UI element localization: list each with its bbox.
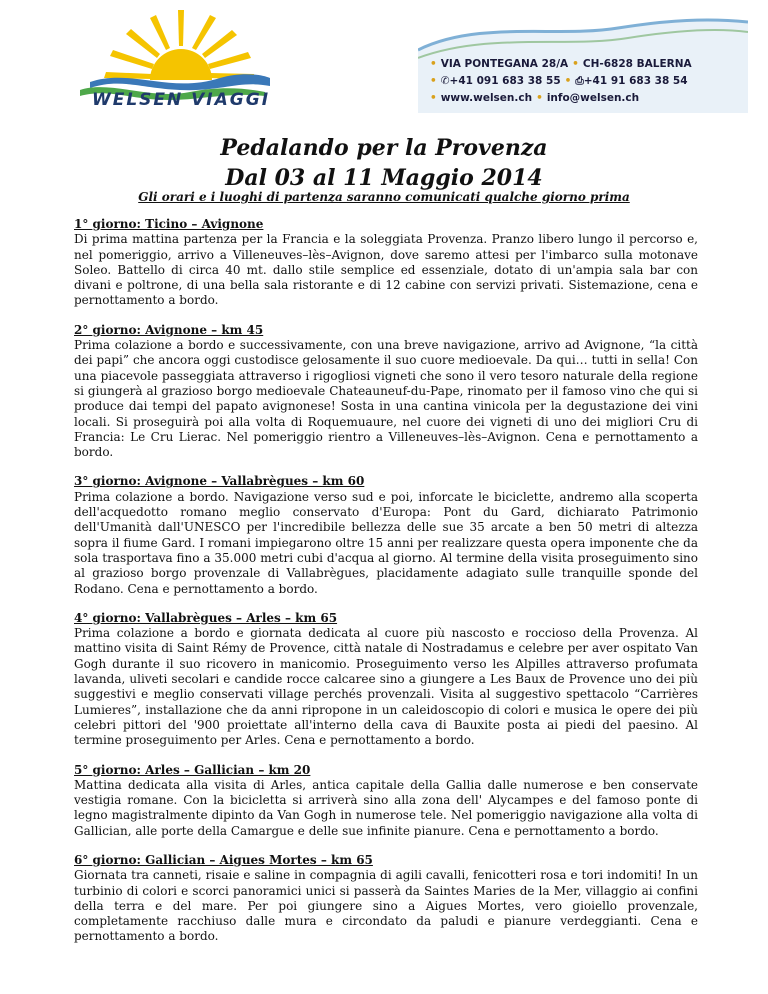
email-link[interactable]: info@welsen.ch: [546, 92, 640, 104]
day-text: Prima colazione a bordo e giornata dedicata al cuore più nascosto e roccioso della Provenza. Al mattino visita di Saint Rémy de Provence, città natale di Nostradamus e celebre per aver ospitato Van Gogh durante il suo ricovero in manicomio. Proseguimento verso les Alpilles attraverso profumata lavanda, uliveti secolari e candide rocce calcaree sino a giungere a Les Baux de Provence uno dei più suggestivi e meglio conservati village perchés provenzali. Visita al suggestivo spettacolo “Carrières Lumieres”, installazione che da anni ripropone in un caleidoscopio di colori e musica le opere dei più celebri pittori del '900 proiettate all'interno della cava di Bauxite posta ai piedi del paesino. Al termine proseguimento per Arles. Cena e pernottamento a bordo.: [74, 626, 698, 748]
bullet-icon: •: [430, 58, 437, 70]
day-section: [74, 323, 698, 461]
fax-icon: ⎙: [575, 75, 584, 87]
day-section: [74, 217, 698, 309]
brand-name: WELSEN VIAGGI: [91, 90, 271, 110]
bullet-icon: •: [564, 75, 572, 87]
bullet-icon: •: [430, 92, 437, 104]
day-section: [74, 474, 698, 596]
website-link[interactable]: www.welsen.ch: [440, 92, 533, 104]
contact-info: [430, 56, 750, 107]
day-heading: 4° giorno: Vallabrègues – Arles – km 65: [74, 610, 338, 625]
bullet-icon: •: [572, 58, 579, 70]
day-text: Giornata tra canneti, risaie e saline in compagnia di agili cavalli, fenicotteri rosa e tori indomiti! In un turbinio di colori e scorci panoramici unici si passerà da Saintes Maries de la Mer, villaggio ai confini della terra e del mare. Per poi giungere sino a Aigues Mortes, vero gioiello provenzale, completamente racchiuso dalle mura e circondato da paludi e pianure verdeggianti. Cena e pernottamento a bordo.: [74, 868, 698, 944]
phone: +41 091 683 38 55: [449, 75, 561, 87]
phone-icon: ✆: [440, 75, 450, 87]
day-text: Mattina dedicata alla visita di Arles, antica capitale della Gallia dalle numerose e ben conservate vestigia romane. Con la bicicletta si arriverà sino alla zona dell' Alycampes e del famoso ponte di legno magistralmente dipinto da Van Gogh in numerose tele. Nel pomeriggio navigazione alla volta di Gallician, alle porte della Camargue e delle sue infinite pianure. Cena e pernottamento a bordo.: [74, 777, 698, 838]
day-heading: 3° giorno: Avignone – Vallabrègues – km 60: [74, 474, 365, 489]
day-text: Prima colazione a bordo e successivamente, con una breve navigazione, arrivo ad Avignone, “la città dei papi” che ancora oggi custodisce gelosamente il suo cuore medioevale. Da qui… tutti in sella! Con una piacevole passeggiata attraverso i rigogliosi vigneti che sono il vero tesoro naturale della regione si giungerà al grazioso borgo medioevale Chateauneuf-du-Pape, rinomato per il famoso vino che qui si produce dai tempi del papato avignonese! Sosta in una cantina vinicola per la degustazione dei vini locali. Si proseguirà poi alla volta di Roquemuaure, nel cuore dei vigneti di uno dei migliori Cru di Francia: Le Cru Lierac. Nel pomeriggio rientro a Villeneuves–lès–Avignon. Cena e pernottamento a bordo.: [74, 338, 698, 460]
day-section: [74, 853, 698, 945]
day-heading: 5° giorno: Arles – Gallician – km 20: [74, 762, 311, 777]
document-subtitle: Gli orari e i luoghi di partenza saranno comunicati qualche giorno prima: [138, 190, 630, 204]
fax: +41 91 683 38 54: [583, 75, 688, 87]
day-text: Di prima mattina partenza per la Francia e la soleggiata Provenza. Pranzo libero lungo il percorso e, nel pomeriggio, arrivo a Villeneuves–lès–Avignon, dove saremo attesi per l'imbarco sulla motonave Soleo. Battello di circa 40 mt. dallo stile semplice ed essenziale, dotato di un'ampia sala bar con divani e poltrone, di una bella sala ristorante e di 12 cabine con servizi privati. Sistemazione, cena e pernottamento a bordo.: [74, 232, 698, 308]
itinerary: [74, 217, 698, 959]
phone-line: [430, 73, 750, 90]
web-line: [430, 90, 750, 107]
day-section: [74, 611, 698, 749]
document-title: Pedalando per la Provenza: [220, 135, 548, 161]
bullet-icon: •: [430, 75, 437, 87]
day-heading: 6° giorno: Gallician – Aigues Mortes – km 65: [74, 852, 373, 867]
title-block: [0, 133, 768, 193]
bullet-icon: •: [536, 92, 543, 104]
day-heading: 2° giorno: Avignone – km 45: [74, 322, 264, 337]
day-heading: 1° giorno: Ticino – Avignone: [74, 217, 264, 231]
postcode-city: CH-6828 BALERNA: [582, 58, 692, 70]
address: VIA PONTEGANA 28/A: [440, 58, 569, 70]
header: [0, 0, 768, 120]
address-line: [430, 56, 750, 73]
day-section: [74, 763, 698, 839]
document-dates: Dal 03 al 11 Maggio 2014: [225, 165, 543, 191]
day-text: Prima colazione a bordo. Navigazione verso sud e poi, inforcate le biciclette, andremo alla scoperta dell'acquedotto romano meglio conservato d'Europa: Pont du Gard, dichiarato Patrimonio dell'Umanità dall'UNESCO per l'incredibile bellezza delle sue 35 arcate a ben 50 metri di altezza sopra il fiume Gard. I romani impiegarono oltre 15 anni per realizzare questa opera imponente che da sola trasportava fino a 35.000 metri cubi d'acqua al giorno. Al termine della visita proseguimento sino al grazioso borgo provenzale di Vallabrègues, placidamente adagiato sulle tranquille sponde del Rodano. Cena e pernottamento a bordo.: [74, 489, 698, 596]
